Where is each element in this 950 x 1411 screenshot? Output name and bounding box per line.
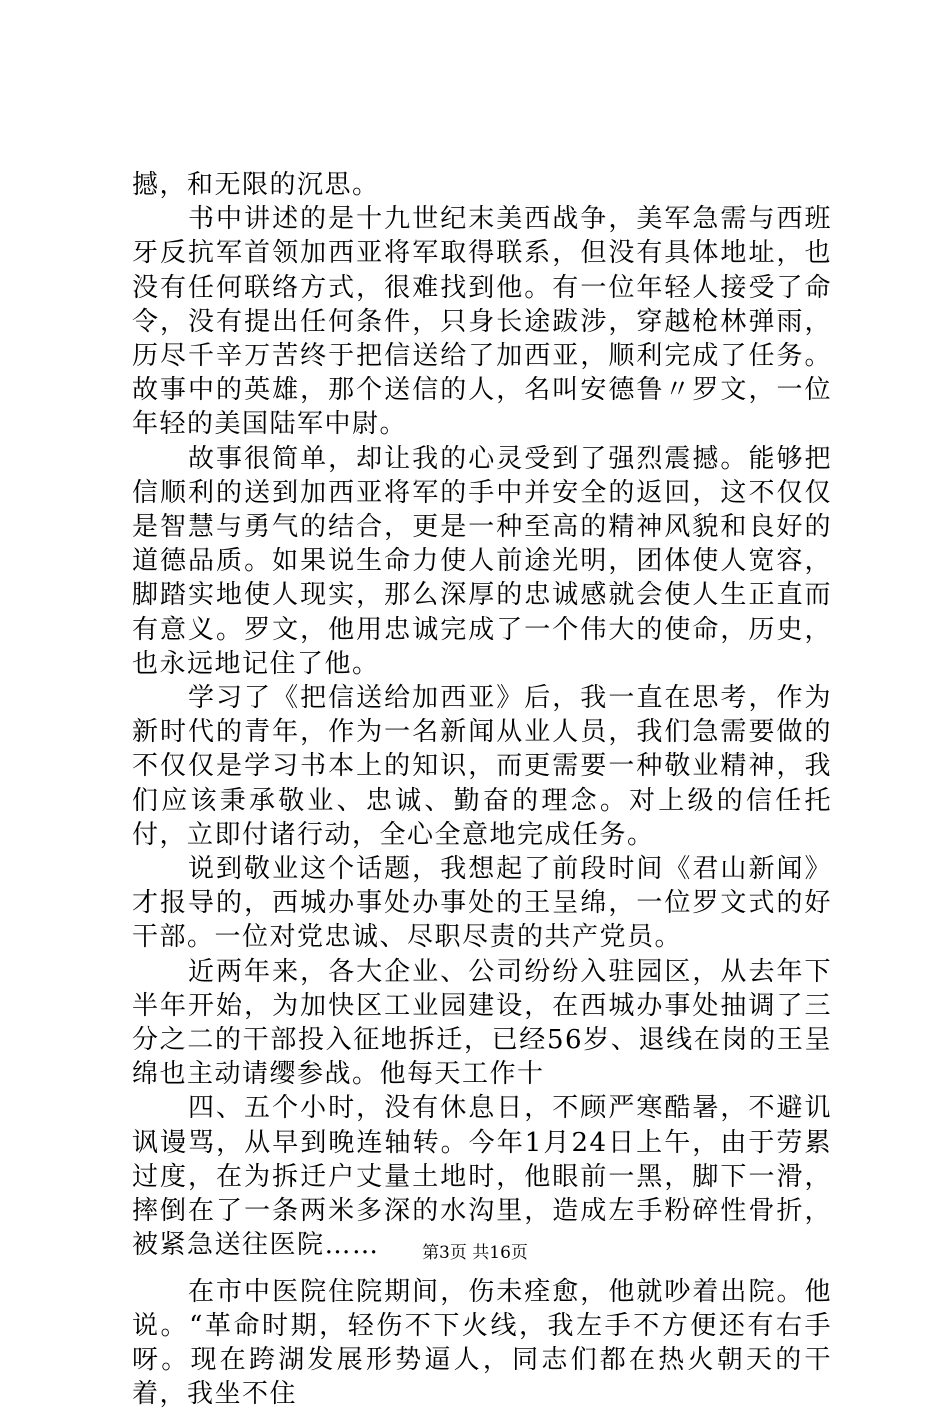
- paragraph-8: 在市中医院住院期间，伤未痊愈，他就吵着出院。他说。“革命时期，轻伤不下火线，我左手不方便还有右手呀。现在跨湖发展形势逼人，同志们都在热火朝天的干着，我坐不住: [132, 1275, 832, 1411]
- paragraph-4: 学习了《把信送给加西亚》后，我一直在思考，作为新时代的青年，作为一名新闻从业人员，我们急需要做的不仅仅是学习书本上的知识，而更需要一种敬业精神，我们应该秉承敬业、忠诚、勤奋的理念。对上级的信任托付，立即付诸行动，全心全意地完成任务。: [132, 681, 832, 852]
- paragraph-5: 说到敬业这个话题，我想起了前段时间《君山新闻》才报导的，西城办事处办事处的王呈绵，一位罗文式的好干部。一位对党忠诚、尽职尽责的共产党员。: [132, 852, 832, 955]
- paragraph-3: 故事很简单，却让我的心灵受到了强烈震撼。能够把信顺利的送到加西亚将军的手中并安全的返回，这不仅仅是智慧与勇气的结合，更是一种至高的精神风貌和良好的道德品质。如果说生命力使人前途光明，团体使人宽容，脚踏实地使人现实，那么深厚的忠诚感就会使人生正直而有意义。罗文，他用忠诚完成了一个伟大的使命，历史，也永远地记住了他。: [132, 442, 832, 681]
- paragraph-1: 撼，和无限的沉思。: [132, 168, 832, 202]
- paragraph-6: 近两年来，各大企业、公司纷纷入驻园区，从去年下半年开始，为加快区工业园建设，在西城办事处抽调了三分之二的干部投入征地拆迁，已经56岁、退线在岗的王呈绵也主动请缨参战。他每天工作十: [132, 955, 832, 1092]
- paragraph-7: 四、五个小时，没有休息日，不顾严寒酷暑，不避讥讽谩骂，从早到晚连轴转。今年1月24日上午，由于劳累过度，在为拆迁户丈量土地时，他眼前一黑，脚下一滑，摔倒在了一条两米多深的水沟里，造成左手粉碎性骨折，被紧急送往医院……: [132, 1091, 832, 1262]
- paragraph-2: 书中讲述的是十九世纪末美西战争，美军急需与西班牙反抗军首领加西亚将军取得联系，但没有具体地址，也没有任何联络方式，很难找到他。有一位年轻人接受了命令，没有提出任何条件，只身长途跋涉，穿越枪林弹雨，历尽千辛万苦终于把信送给了加西亚，顺利完成了任务。故事中的英雄，那个送信的人，名叫安德鲁〃罗文，一位年轻的美国陆军中尉。: [132, 202, 832, 441]
- document-body: [132, 168, 832, 1411]
- page-number-footer: 第3页 共16页: [0, 1242, 950, 1264]
